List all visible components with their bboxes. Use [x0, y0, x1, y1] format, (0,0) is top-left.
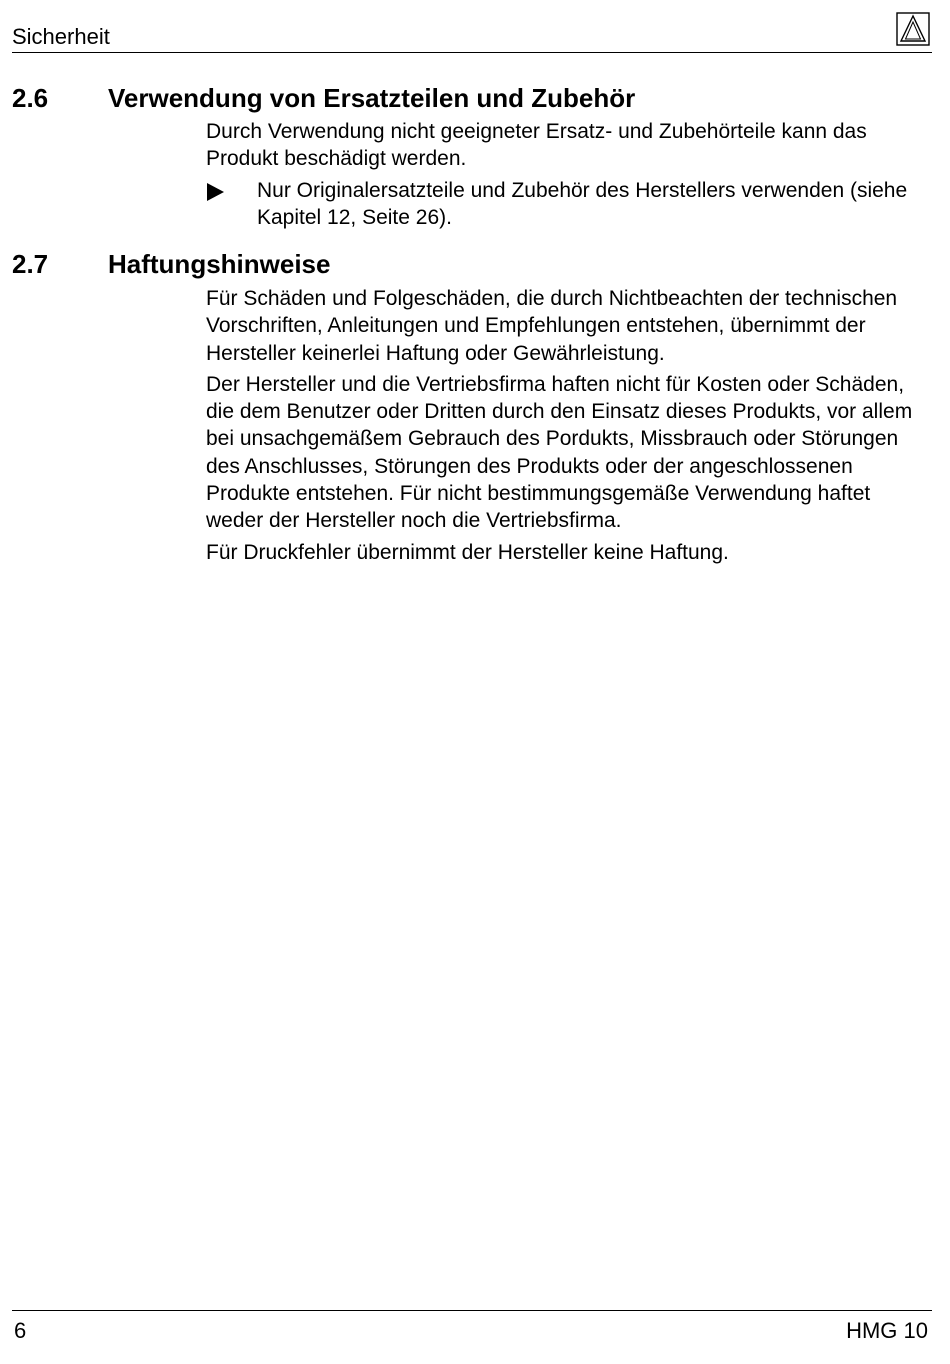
paragraph: Für Schäden und Folgeschäden, die durch Nichtbeachten der technischen Vorschriften, Anleitungen und Empfehlungen entstehen, übernimmt der Hersteller keinerlei Haftung oder Gewährleistung.: [206, 287, 898, 365]
header-title: Sicherheit: [12, 24, 110, 49]
section-heading-2-7: [12, 249, 330, 279]
page-number: 6: [14, 1318, 27, 1343]
warning-triangle-icon: [896, 12, 930, 46]
section-title: Haftungshinweise: [108, 249, 331, 279]
instruction-item: [206, 177, 926, 232]
section-heading-2-6: [12, 83, 635, 113]
instruction-text: Nur Originalersatzteile und Zubehör des Herstellers verwenden (siehe Kapitel 12, Seite 26).: [257, 178, 908, 229]
section-number: 2.6: [12, 83, 49, 113]
page-footer: [12, 1310, 932, 1343]
arrow-bullet-icon: [207, 183, 224, 201]
section-title: Verwendung von Ersatzteilen und Zubehör: [108, 83, 636, 113]
paragraph: Durch Verwendung nicht geeigneter Ersatz- und Zubehörteile kann das Produkt beschädigt werden.: [206, 120, 867, 171]
model-name: HMG 10: [846, 1318, 928, 1343]
section-body-2-6: [206, 118, 926, 235]
paragraph: Der Hersteller und die Vertriebsfirma haften nicht für Kosten oder Schäden, die dem Benutzer oder Dritten durch den Einsatz dieses Produkts, vor allem bei unsachgemäßem Gebrauch des Pordukts, Missbrauch oder Störungen des Anschlusses, Störungen des Produkts oder der angeschlossenen Produkte entstehen. Für nicht bestimmungsgemäße Verwendung haftet weder der Hersteller noch die Vertriebsfirma.: [206, 372, 913, 533]
paragraph: Für Druckfehler übernimmt der Hersteller keine Haftung.: [206, 540, 729, 564]
section-number: 2.7: [12, 249, 49, 279]
section-body-2-7: [206, 285, 926, 570]
page-header: [12, 12, 932, 53]
